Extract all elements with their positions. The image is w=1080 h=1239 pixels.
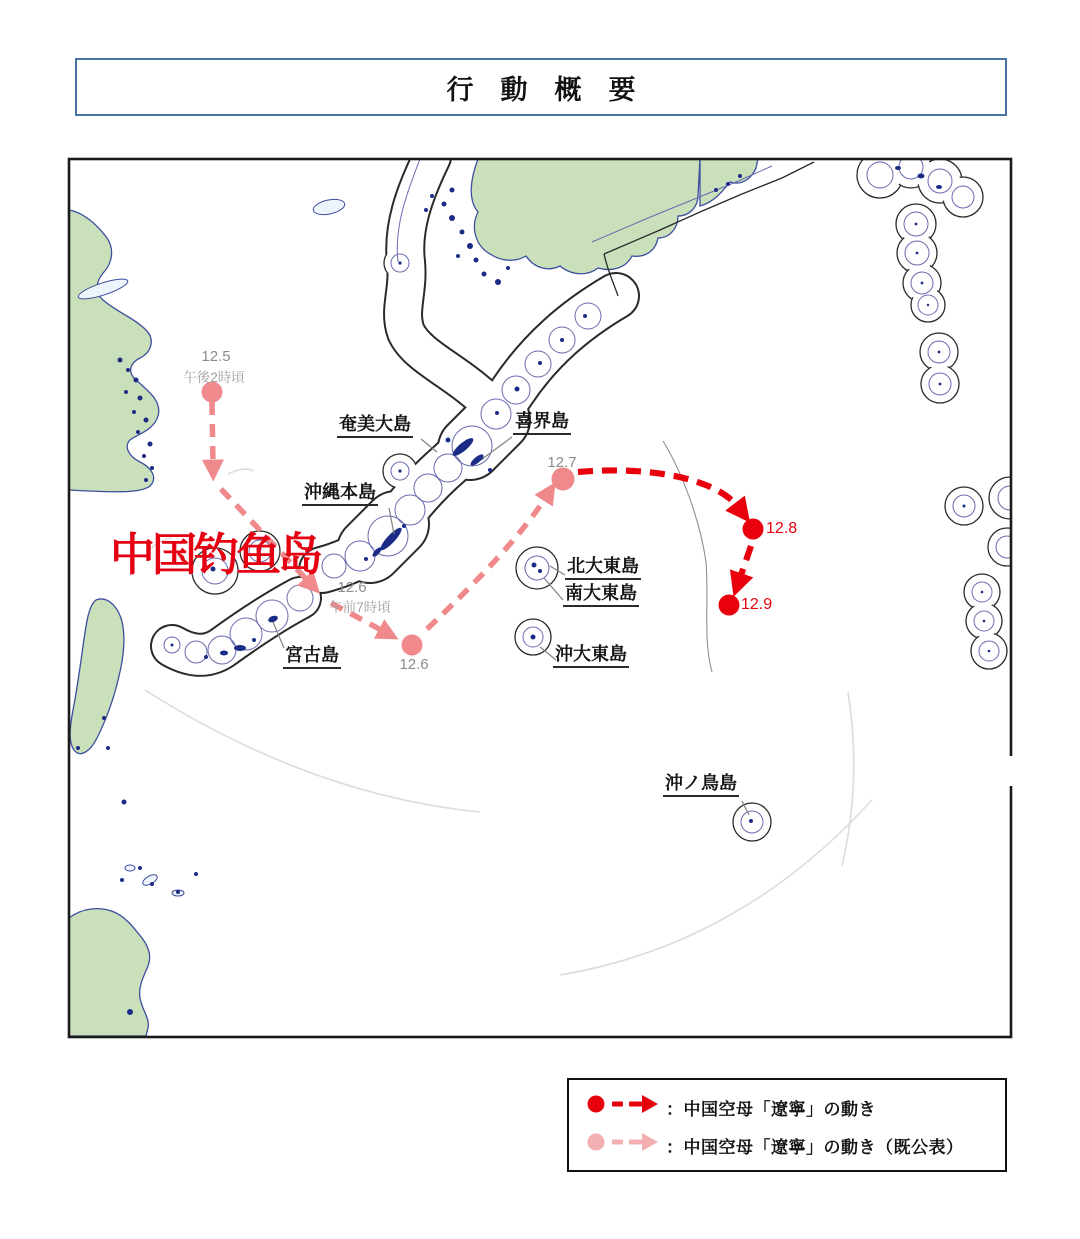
title-box: [75, 58, 1007, 116]
track-label-12-6-time: 午前7時頃: [329, 600, 391, 615]
island-label-okinotorishima: 沖ノ鳥島: [663, 774, 739, 797]
island-label-okinawa-honto: 沖縄本島: [302, 483, 378, 506]
island-label-miyakojima: 宮古島: [283, 646, 341, 669]
legend-current-label: ：中国空母「遼寧」の動き: [666, 1100, 876, 1119]
track-label-12-9: 12.9: [741, 596, 773, 613]
island-label-kikaijima: 喜界島: [513, 412, 571, 435]
page-title: 行 動 概 要: [446, 74, 636, 105]
island-label-oki-daitojima: 沖大東島: [553, 645, 629, 668]
track-label-12-5-time: 午後2時頃: [183, 370, 245, 385]
track-label-12-7: 12.7: [547, 454, 577, 471]
track-label-12-6b: 12.6: [399, 656, 429, 673]
island-label-minami-daitojima: 南大東島: [563, 584, 639, 607]
track-label-12-5-date: 12.5: [201, 348, 231, 365]
point-12-9: [719, 595, 740, 616]
track-label-12-8: 12.8: [766, 520, 798, 537]
legend-published-label: ：中国空母「遼寧」の動き（既公表）: [666, 1138, 964, 1157]
legend-pink-track-icon: [580, 1128, 662, 1156]
map-background: [69, 159, 1011, 1037]
island-label-amami-oshima: 奄美大島: [337, 415, 413, 438]
point-12-8: [743, 519, 764, 540]
point-12-6: [402, 635, 423, 656]
legend-red-track-icon: [580, 1090, 662, 1118]
red-annotation-text: 中国钓鱼岛: [110, 529, 321, 580]
border-gap-artifact: [996, 756, 1080, 786]
track-label-12-6-date: 12.6: [337, 579, 367, 596]
island-label-kita-daitojima: 北大東島: [565, 557, 641, 580]
